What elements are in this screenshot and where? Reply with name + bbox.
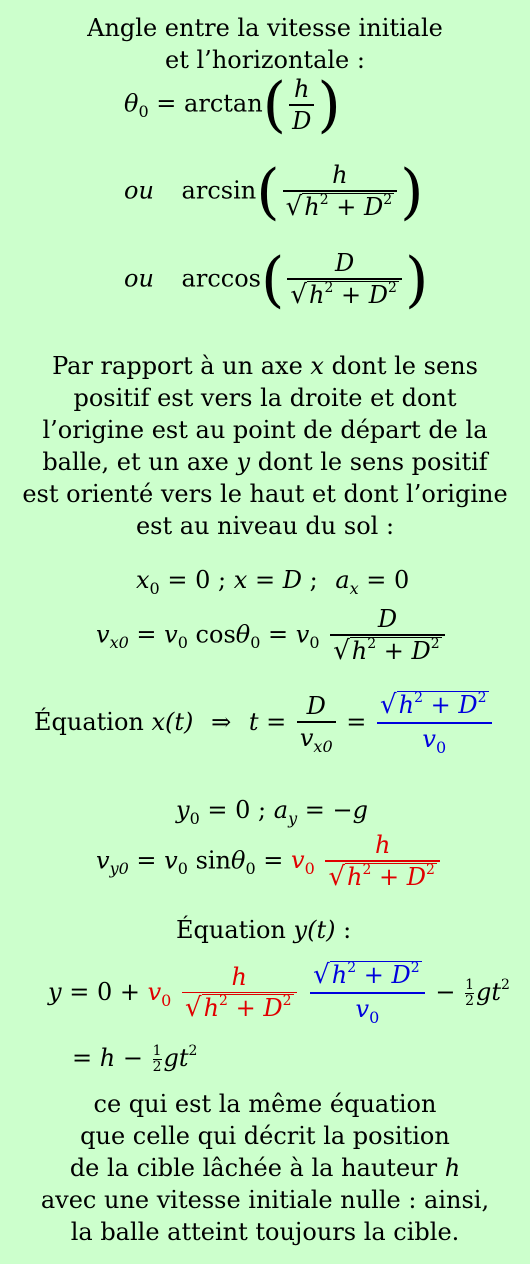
arccos-fraction bbox=[287, 248, 402, 312]
x-initial-conditions bbox=[136, 566, 409, 597]
y0-symbol: y bbox=[176, 796, 190, 824]
para-text: dont le sens bbox=[323, 352, 478, 380]
plus: + bbox=[379, 862, 400, 891]
equals-minus: = − bbox=[304, 796, 353, 824]
fraction-denominator bbox=[353, 994, 383, 1027]
subscript: 0 bbox=[189, 809, 200, 828]
semicolon: ; bbox=[309, 566, 318, 594]
D-over-vx0-fraction bbox=[297, 691, 336, 756]
subscript: 0 bbox=[304, 859, 315, 879]
y-axis-symbol: y bbox=[236, 448, 251, 476]
intro-line-1: Angle entre la vitesse initiale bbox=[87, 14, 443, 42]
sqrt-h: h bbox=[351, 636, 368, 665]
exp: 2 bbox=[324, 279, 334, 296]
ou-word: ou bbox=[124, 176, 154, 205]
v-symbol: v bbox=[299, 723, 314, 752]
vy0-equation bbox=[96, 830, 443, 894]
fraction-denominator: D bbox=[292, 106, 312, 135]
v0-symbol: v bbox=[164, 620, 178, 649]
h-over-sqrt-fraction bbox=[182, 962, 297, 1026]
fraction-denominator bbox=[297, 723, 336, 756]
sqrt-denominator: √ $h^2 + D^2$ bbox=[328, 861, 435, 892]
sqrt-D: D bbox=[391, 961, 411, 989]
implies-arrow: ⇒ bbox=[211, 707, 232, 736]
para-line-3: l’origine est au point de départ de la bbox=[42, 416, 488, 444]
vx0-equation bbox=[96, 604, 448, 668]
subscript: 0 bbox=[161, 990, 172, 1010]
para-text: balle, et un axe bbox=[42, 448, 237, 476]
subscript: x bbox=[349, 579, 359, 598]
subscript: x0 bbox=[313, 736, 333, 756]
v-symbol: v bbox=[96, 620, 110, 649]
arcsin-alternative bbox=[124, 156, 424, 227]
fraction-numerator: D bbox=[377, 605, 398, 633]
D-over-sqrt-fraction bbox=[330, 604, 445, 668]
subscript: 0 bbox=[250, 633, 261, 653]
equals-zero: = 0 ; bbox=[167, 566, 227, 594]
equation-yt-label bbox=[176, 916, 351, 944]
para-line-4 bbox=[0, 446, 530, 478]
conclusion-line-3 bbox=[0, 1152, 530, 1184]
sqrt-denominator: √ $h^2 + D^2$ bbox=[285, 191, 393, 222]
sqrt-denominator: √ $h^2 + D^2$ bbox=[333, 635, 440, 666]
sqrt-D: D bbox=[458, 691, 478, 719]
sqrt-h: h bbox=[331, 961, 348, 989]
sqrt-over-v0-fraction bbox=[377, 690, 492, 757]
conclusion-line-4: avec une vitesse initiale nulle : ainsi, bbox=[40, 1186, 490, 1214]
equals: = bbox=[263, 846, 284, 875]
exp: 2 bbox=[282, 993, 292, 1009]
fraction-numerator: D bbox=[306, 692, 326, 720]
one-half-fraction bbox=[465, 978, 474, 1009]
subscript: y0 bbox=[109, 859, 129, 879]
equals: = bbox=[156, 89, 177, 118]
minus: − bbox=[435, 977, 456, 1006]
exp: 2 bbox=[388, 279, 397, 296]
sqrt-D: D bbox=[411, 636, 431, 665]
theta-symbol: θ bbox=[124, 89, 139, 118]
yt-symbol: y(t) bbox=[293, 916, 336, 944]
y-equation-simplified bbox=[72, 1044, 197, 1076]
para-line-5: est orienté vers le haut et dont l’origine bbox=[22, 480, 508, 508]
sqrt-D: D bbox=[406, 862, 427, 891]
equals: = bbox=[266, 707, 287, 736]
left-paren: ( bbox=[262, 69, 287, 140]
v0-symbol: v bbox=[291, 846, 305, 875]
equals-zero: = 0 ; bbox=[207, 796, 267, 824]
equals: = bbox=[136, 846, 157, 875]
sqrt-numerator: √ $h^2 + D^2$ bbox=[313, 960, 420, 990]
equals: = bbox=[268, 620, 289, 649]
sqrt-denominator: √ $h^2 + D^2$ bbox=[184, 993, 292, 1023]
equals: = bbox=[72, 1044, 93, 1072]
ax-symbol: a bbox=[335, 566, 350, 594]
subscript: 0 bbox=[177, 859, 188, 879]
para-text: Par rapport à un axe bbox=[52, 352, 311, 380]
axes-paragraph bbox=[0, 350, 530, 542]
right-paren: ) bbox=[400, 156, 424, 227]
fraction-denominator bbox=[419, 724, 449, 757]
y-symbol: y bbox=[48, 977, 62, 1006]
fraction-numerator: h bbox=[332, 161, 348, 189]
sqrt-D: D bbox=[263, 994, 283, 1022]
sqrt-h: h bbox=[304, 192, 320, 221]
v0-symbol: v bbox=[295, 620, 310, 649]
intro-line-2: et l’horizontale : bbox=[165, 46, 365, 74]
arctan-func: arctan bbox=[184, 89, 263, 118]
para-text: dont le sens positif bbox=[250, 448, 488, 476]
arcsin-fraction bbox=[283, 160, 398, 224]
h-over-D-fraction bbox=[289, 74, 314, 136]
exp: 2 bbox=[477, 690, 487, 706]
theta-subscript: 0 bbox=[138, 102, 149, 122]
conclusion-line-5: la balle atteint toujours la cible. bbox=[70, 1218, 460, 1246]
sqrt-h: h bbox=[308, 280, 325, 309]
gt-symbol: gt bbox=[476, 977, 502, 1006]
x0-symbol: x bbox=[136, 566, 150, 594]
minus: − bbox=[122, 1044, 143, 1072]
g-symbol: g bbox=[352, 796, 368, 824]
subscript: 0 bbox=[177, 633, 188, 653]
exp: 2 bbox=[426, 861, 435, 878]
ou-word: ou bbox=[124, 264, 154, 293]
half-denominator: 2 bbox=[152, 1059, 162, 1075]
sin-func: sin bbox=[195, 846, 232, 875]
sqrt-over-v0-fraction bbox=[310, 960, 425, 1027]
half-denominator: 2 bbox=[465, 992, 474, 1009]
ay-symbol: a bbox=[273, 796, 289, 824]
conclusion-text bbox=[0, 1088, 530, 1248]
equals: = bbox=[136, 620, 157, 649]
fraction-numerator: D bbox=[335, 249, 355, 277]
t-symbol: t bbox=[248, 707, 259, 736]
equals: = bbox=[254, 566, 276, 594]
exp: 2 bbox=[410, 960, 420, 976]
exp: 2 bbox=[501, 976, 510, 993]
half-numerator: 1 bbox=[152, 1043, 162, 1059]
exp: 2 bbox=[430, 635, 440, 652]
theta-equation bbox=[124, 69, 341, 140]
v0-symbol: v bbox=[147, 977, 162, 1006]
exp: 2 bbox=[383, 191, 393, 208]
equation-xt bbox=[34, 690, 495, 757]
sqrt-denominator: √ $h^2 + D^2$ bbox=[290, 279, 397, 310]
h-symbol: h bbox=[99, 1044, 116, 1072]
gt-symbol: gt bbox=[163, 1044, 189, 1072]
h-over-sqrt-fraction bbox=[325, 830, 440, 894]
equals: = bbox=[346, 707, 367, 736]
x-symbol: x bbox=[233, 566, 248, 594]
subscript: 0 bbox=[149, 579, 160, 598]
cos-func: cos bbox=[195, 620, 236, 649]
D-symbol: D bbox=[282, 566, 302, 594]
v0-symbol: v bbox=[355, 994, 370, 1023]
arcsin-func: arcsin bbox=[181, 176, 257, 205]
exp: 2 bbox=[319, 191, 329, 208]
x-axis-symbol: x bbox=[310, 352, 324, 380]
h-symbol: h bbox=[444, 1154, 461, 1182]
equals-zero: = 0 bbox=[366, 566, 410, 594]
left-paren: ( bbox=[256, 156, 280, 227]
conclusion-text: de la cible lâchée à la hauteur bbox=[69, 1154, 445, 1182]
fraction-numerator: h bbox=[231, 962, 247, 991]
theta-symbol: θ bbox=[231, 846, 246, 875]
half-numerator: 1 bbox=[465, 976, 474, 993]
plus: + bbox=[336, 192, 357, 221]
plus: + bbox=[363, 961, 384, 989]
y-equation bbox=[48, 960, 510, 1027]
v0-symbol: v bbox=[164, 846, 178, 875]
equation-label: Équation bbox=[34, 707, 152, 736]
conclusion-line-2: que celle qui décrit la position bbox=[80, 1122, 450, 1150]
equation-label: Équation bbox=[176, 916, 294, 944]
subscript: 0 bbox=[309, 633, 320, 653]
sqrt-h: h bbox=[398, 691, 415, 719]
para-line-2: positif est vers la droite et dont bbox=[73, 384, 457, 412]
subscript: y bbox=[288, 809, 298, 828]
v-symbol: v bbox=[96, 846, 110, 875]
intro-text bbox=[0, 12, 530, 76]
sqrt-h: h bbox=[347, 862, 363, 891]
theta-symbol: θ bbox=[235, 620, 251, 649]
left-paren: ( bbox=[260, 244, 285, 315]
sqrt-numerator: √ $h^2 + D^2$ bbox=[380, 690, 487, 720]
plus: + bbox=[235, 994, 256, 1022]
one-half-fraction bbox=[153, 1044, 162, 1075]
conclusion-line-1: ce qui est la même équation bbox=[93, 1090, 437, 1118]
plus: + bbox=[341, 280, 362, 309]
y-initial-conditions bbox=[176, 796, 368, 827]
fraction-numerator: h bbox=[293, 75, 310, 103]
plus: + bbox=[383, 636, 404, 665]
subscript: 0 bbox=[369, 1007, 380, 1027]
right-paren: ) bbox=[404, 244, 429, 315]
colon: : bbox=[335, 916, 352, 944]
right-paren: ) bbox=[317, 69, 341, 140]
arccos-alternative bbox=[124, 244, 429, 315]
sqrt-D: D bbox=[364, 192, 384, 221]
xt-symbol: x(t) bbox=[151, 707, 194, 736]
fraction-numerator: h bbox=[374, 831, 391, 859]
exp: 2 bbox=[362, 861, 372, 878]
exp: 2 bbox=[347, 960, 357, 976]
arccos-func: arccos bbox=[181, 264, 261, 293]
sqrt-h: h bbox=[203, 994, 220, 1022]
v0-symbol: v bbox=[422, 724, 436, 753]
subscript: 0 bbox=[245, 859, 256, 879]
plus: + bbox=[430, 691, 451, 719]
para-line-6: est au niveau du sol : bbox=[135, 512, 395, 540]
sqrt-D: D bbox=[368, 280, 389, 309]
exp: 2 bbox=[414, 690, 423, 706]
exp: 2 bbox=[367, 635, 377, 652]
subscript: x0 bbox=[109, 633, 129, 653]
equals-zero-plus: = 0 + bbox=[69, 977, 140, 1006]
subscript: 0 bbox=[435, 737, 447, 757]
para-line-1 bbox=[0, 350, 530, 382]
exp: 2 bbox=[188, 1043, 198, 1059]
exp: 2 bbox=[219, 993, 228, 1009]
